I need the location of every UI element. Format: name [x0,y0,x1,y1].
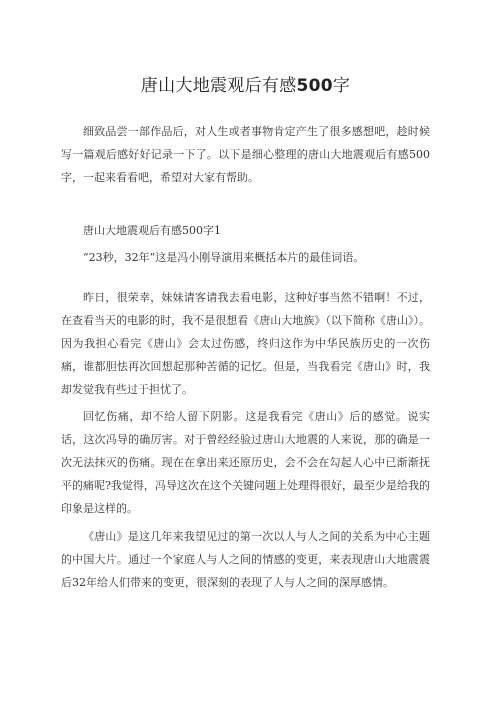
body-paragraph: 回忆伤痛，却不给人留下阴影。这是我看完《唐山》后的感觉。说实话，这次冯导的确厉害。对于曾经经验过唐山大地震的人来说，那的确是一次无法抹灭的伤痛。现在在拿出来还原历史，会不会在勾起人心中已渐渐抚平的痛呢?我觉得，冯导这次在这个关键问题上处理得很好，最至少是给我的印象是这样的。 [61,410,430,515]
title-suffix: 字 [332,76,351,96]
body-paragraph: 《唐山》是这几年来我望见过的第一次以人与人之间的关系为中心主题的中国大片。通过一个家庭人与人之间的情感的变更，来表现唐山大地震震后32年给人们带来的变更，很深刻的表现了人与人之间的深厚感情。 [61,530,430,589]
intro-paragraph: 细致品尝一部作品后，对人生或者事物肯定产生了很多感想吧，趁时候写一篇观后感好好记录一下了。以下是细心整理的唐山大地震观后有感500字，一起来看看吧，希望对大家有帮助。 [61,125,430,184]
title-number: 500 [296,76,333,96]
document-title [61,0,430,98]
quote-paragraph: “23秒，32年”这是冯小刚导演用来概括本片的最佳词语。 [83,251,365,264]
body-paragraph: 昨日，很荣幸，妹妹请客请我去看电影，这种好事当然不错啊！不过，在查看当天的电影的时，我不是很想看《唐山大地族》（以下简称《唐山》）。因为我担心看完《唐山》会太过伤感，终归这作为中华民族历史的一次伤痛，谁都胆怯再次回想起那种苦循的记忆。但是，当我看完《唐山》时，我却发觉我有些过于担忧了。 [61,291,430,396]
section-heading: 唐山大地震观后有感500字1 [83,224,221,237]
title-text: 唐山大地震观后有感 [140,76,297,96]
